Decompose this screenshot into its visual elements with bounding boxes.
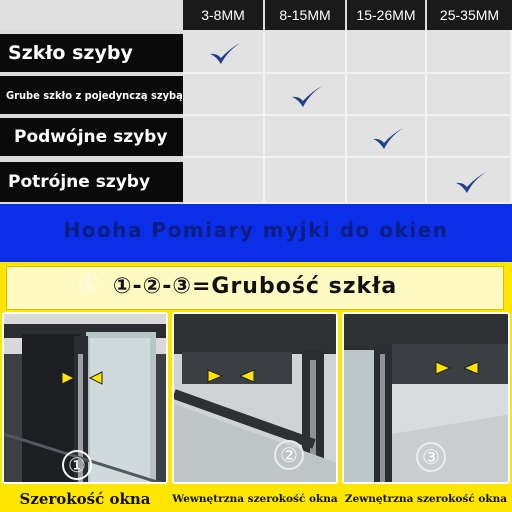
window-photo-2 xyxy=(172,312,338,484)
table-cell xyxy=(347,30,427,74)
table-cell xyxy=(183,74,265,116)
table-cell xyxy=(183,116,265,158)
column-header-8-15mm: 8-15MM xyxy=(265,0,345,30)
table-cell xyxy=(265,74,347,116)
step-number-3: ③ xyxy=(416,442,446,472)
window-frame-illustration-2 xyxy=(174,314,338,484)
ghost-number-one: ① xyxy=(77,269,101,299)
column-header-15-26mm: 15-26MM xyxy=(347,0,425,30)
row-label-thick-single: Grube szkło z pojedynczą szybą xyxy=(0,76,183,114)
table-cell xyxy=(265,158,347,204)
row-label-glass: Szkło szyby xyxy=(0,34,183,72)
table-cell xyxy=(427,116,512,158)
table-cell xyxy=(427,30,512,74)
table-corner xyxy=(0,0,183,30)
row-label-double: Podwójne szyby xyxy=(0,118,183,156)
checkmark-icon xyxy=(208,40,244,68)
window-photo-1 xyxy=(2,312,168,484)
caption-window-width: Szerokość okna xyxy=(19,490,151,508)
measurement-section xyxy=(0,262,512,512)
column-header-25-35mm: 25-35MM xyxy=(427,0,512,30)
table-cell xyxy=(347,116,427,158)
window-photo-3 xyxy=(342,312,510,484)
table-cell xyxy=(265,30,347,74)
checkmark-icon xyxy=(290,83,326,111)
column-header-3-8mm: 3-8MM xyxy=(183,0,263,30)
compatibility-table xyxy=(0,0,512,204)
step-number-1: ① xyxy=(62,450,92,480)
table-cell xyxy=(347,74,427,116)
checkmark-icon xyxy=(371,125,407,153)
formula-bar xyxy=(6,266,504,310)
thickness-formula: ①-②-③=Grubość szkła xyxy=(112,274,398,299)
table-cell xyxy=(427,158,512,204)
title-banner xyxy=(0,204,512,262)
banner-title: Hooha Pomiary myjki do okien xyxy=(63,218,449,242)
row-label-triple: Potrójne szyby xyxy=(0,162,183,202)
table-cell xyxy=(427,74,512,116)
table-cell xyxy=(183,30,265,74)
table-cell xyxy=(347,158,427,204)
caption-inner-width: Wewnętrzna szerokość okna xyxy=(172,493,338,505)
checkmark-icon xyxy=(454,169,490,197)
table-cell xyxy=(265,116,347,158)
table-cell xyxy=(183,158,265,204)
caption-outer-width: Zewnętrzna szerokość okna xyxy=(344,493,508,505)
step-number-2: ② xyxy=(274,440,304,470)
